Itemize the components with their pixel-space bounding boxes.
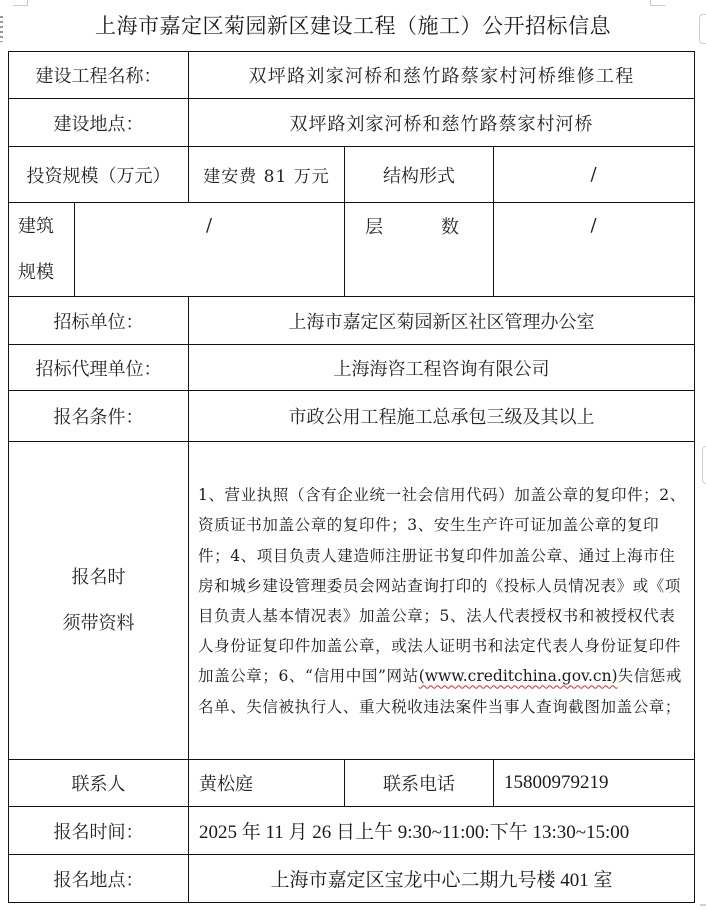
document-title: 上海市嘉定区菊园新区建设工程（施工）公开招标信息 (95, 14, 611, 38)
project-name-label: 建设工程名称： (9, 52, 189, 99)
phone-value: 15800979219 (494, 760, 695, 807)
table-row (9, 807, 695, 855)
table-row (9, 147, 695, 203)
page-corner-mark (700, 904, 706, 906)
agent-value: 上海海咨工程咨询有限公司 (189, 345, 695, 391)
contact-label: 联系人 (9, 760, 189, 807)
building-scale-label-line2: 规模 (18, 261, 54, 283)
table-row (9, 855, 695, 903)
qualification-value: 市政公用工程施工总承包三级及其以上 (189, 391, 695, 442)
floors-label-char2: 数 (441, 217, 459, 238)
contact-value: 黄松庭 (189, 760, 345, 807)
investment-value: 建安费 81 万元 (189, 147, 345, 203)
page-corner-mark (13, 0, 28, 6)
page-corner-mark (650, 0, 665, 6)
structure-value: / (494, 147, 695, 203)
location-value: 双坪路刘家河桥和慈竹路蔡家村河桥 (189, 99, 695, 147)
floors-label-char1: 层 (365, 217, 383, 238)
qualification-label: 报名条件： (9, 391, 189, 442)
required-materials-label-line1: 报名时 (71, 566, 126, 588)
materials-text: 1、营业执照（含有企业统一社会信用代码）加盖公章的复印件；2、资质证书加盖公章的复印件；3、安生生产许可证加盖公章的复印件；4、项目负责人建造师注册证书复印件加盖公章、通过上海市住房和城乡建设管理委员会网站查询打印的《投标人员情况表》或《项目负责人基本情况表》加盖公章；5、法人代表授权书和被授权代表人身份证复印件加盖公章，或法人证明书和法定代表人身份证复印件加盖公章；6、“信用中国”网站 (198, 486, 686, 686)
tenderer-label: 招标单位： (9, 297, 189, 345)
registration-time-value: 2025 年 11 月 26 日上午 9:30~11:00:下午 13:30~15:00 (189, 807, 695, 855)
floors-label (345, 203, 494, 297)
building-scale-label-line1: 建筑 (18, 215, 54, 237)
creditchina-url: (www.creditchina.gov.cn) (418, 667, 618, 686)
registration-time-label: 报名时间： (9, 807, 189, 855)
table-row (9, 297, 695, 345)
table-row (9, 99, 695, 147)
location-label: 建设地点： (9, 99, 189, 147)
table-row (9, 52, 695, 99)
registration-place-label: 报名地点： (9, 855, 189, 903)
structure-label: 结构形式 (345, 147, 494, 203)
required-materials-value (189, 442, 695, 760)
registration-place-value: 上海市嘉定区宝龙中心二期九号楼 401 室 (189, 855, 695, 903)
side-panel-tab[interactable] (702, 446, 706, 484)
materials-text-continued: 失信惩戒名单、失信被执行人、重大税收违法案件当事人查询截图加盖公章； (198, 667, 683, 716)
building-scale-label (9, 203, 75, 297)
required-materials-label-line2: 须带资料 (62, 612, 135, 634)
floors-value: / (494, 203, 695, 297)
table-row (9, 203, 695, 297)
agent-label: 招标代理单位： (9, 345, 189, 391)
phone-label: 联系电话 (345, 760, 494, 807)
table-row (9, 345, 695, 391)
investment-label: 投资规模（万元） (9, 147, 189, 203)
required-materials-label (9, 442, 189, 760)
tenderer-value: 上海市嘉定区菊园新区社区管理办公室 (189, 297, 695, 345)
table-row (9, 760, 695, 807)
project-name-value: 双坪路刘家河桥和慈竹路蔡家村河桥维修工程 (189, 52, 695, 99)
table-row (9, 391, 695, 442)
table-row (9, 442, 695, 760)
building-scale-value: / (75, 203, 345, 297)
tender-info-table (8, 51, 695, 903)
